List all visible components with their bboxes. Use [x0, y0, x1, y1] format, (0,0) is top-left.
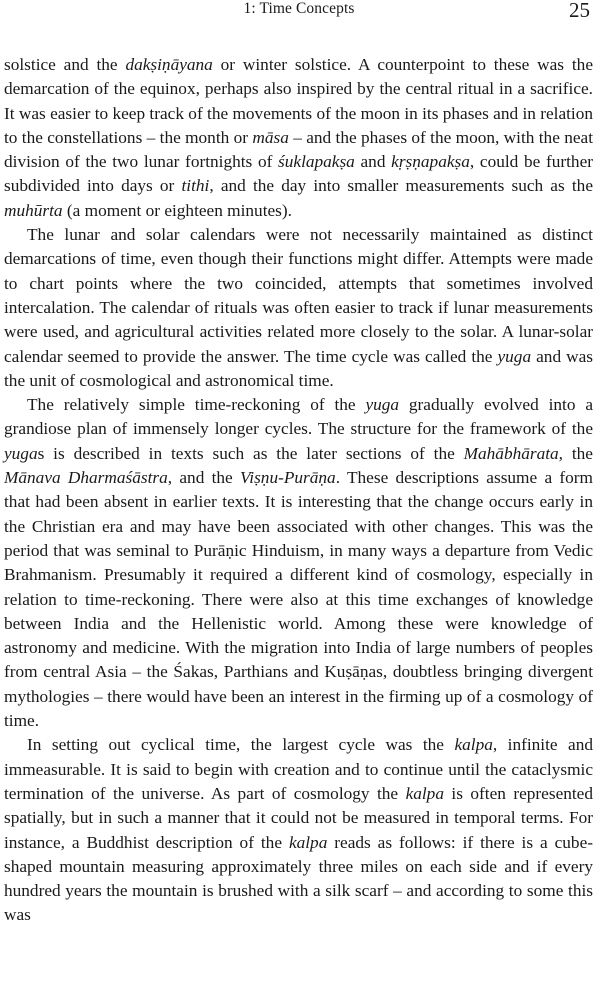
italic-term: kalpa — [405, 783, 444, 803]
text-run: . These descriptions assume a form that had been absent in earlier texts. It is interesting that the change occurs early in the Christian era and may have been associated with other changes. This was the period that was seminal to Purāṇic Hinduism, in many ways a departure from Vedic Brahmanism. Presumably it required a different kind of cosmology, especially in relation to time-reckoning. There were also at this time exchanges of knowledge between India and the Hellenistic world. Among these were knowledge of astronomy and medicine. With the migration into India of large numbers of peoples from central Asia – the Śakas, Parthians and Kuṣāṇas, doubtless bringing divergent mythologies – there would have been an interest in the firming up of a cosmology of time. — [4, 468, 593, 731]
italic-term: Mānava Dharmaśāstra — [4, 468, 168, 488]
italic-term: yuga — [365, 395, 400, 415]
italic-term: tithi — [181, 176, 210, 196]
italic-term: kṛṣṇapakṣa — [391, 152, 470, 172]
text-run: , infinite and immeasurable. It is said to begin with creation and to continue until the cataclysmic termination of the universe. As part of cosmology the — [4, 735, 594, 803]
text-run: gradually evolved into a grandiose plan of immensely longer cycles. The structure for the framework of the — [4, 395, 593, 439]
text-run: is often represented spatially, but in such a manner that it could not be measured in temporal terms. For instance, a Buddhist description of the — [4, 783, 593, 852]
italic-term: muhūrta — [4, 200, 63, 220]
italic-term: śuklapakṣa — [278, 152, 355, 172]
running-head — [4, 0, 594, 26]
italic-term: kalpa — [454, 735, 493, 755]
text-run: reads as follows: if there is a cube-shaped mountain measuring approximately three miles on each side and if every hundred years the mountain is brushed with a silk scarf – and according to some this was — [4, 832, 593, 925]
text-run: s is described in texts such as the later sections of the — [37, 443, 464, 463]
text-run: – and the phases of the moon, with the neat division of the two lunar fortnights of — [4, 127, 593, 172]
page-number: 25 — [569, 0, 590, 22]
italic-term: kalpa — [288, 832, 328, 852]
italic-term: dakṣiṇāyana — [125, 55, 213, 74]
text-run: and was the unit of cosmological and astronomical time. — [4, 346, 594, 390]
paragraph-3 — [4, 393, 593, 733]
text-run: , and the — [167, 468, 240, 488]
text-run: solstice and the — [4, 55, 126, 74]
text-run: The lunar and solar calendars were not necessarily maintained as distinct demarcations of time, even though their functions might differ. Attempts were made to chart points where the two coincided, attempts that sometimes involved intercalation. The calendar of rituals was often easier to track if lunar measurements were used, and agricultural activities related more closely to the solar. A lunar-solar calendar seemed to provide the answer. The time cycle was called the — [4, 225, 593, 366]
text-run: the — [563, 443, 593, 463]
text-run: and — [354, 152, 392, 172]
italic-term: Mahābhārata, — [463, 443, 563, 463]
text-run: The relatively simple time-reckoning of the — [27, 395, 366, 415]
text-run: or winter solstice. A counterpoint to these was the demarcation of the equinox, perhaps also inspired by the central ritual in a sacrifice. It was easier to keep track of the movements of the moon in its phases and in relation to the constellations – the month or — [4, 55, 593, 147]
paragraph-1 — [4, 53, 593, 223]
text-run: In setting out cyclical time, the largest cycle was the — [27, 735, 455, 755]
italic-term: yuga — [4, 443, 38, 463]
body-text — [4, 53, 593, 928]
text-run: (a moment or eighteen minutes). — [62, 200, 292, 220]
italic-term: yuga — [497, 346, 532, 366]
paragraph-2 — [4, 223, 593, 393]
text-run: , and the day into smaller measurements such as the — [209, 176, 593, 196]
italic-term: māsa — [252, 127, 289, 147]
italic-term: Viṣṇu-Purāṇa — [240, 468, 336, 488]
paragraph-4 — [4, 733, 593, 927]
chapter-title: 1: Time Concepts — [243, 0, 355, 17]
text-run: , could be further subdivided into days or — [4, 152, 593, 196]
